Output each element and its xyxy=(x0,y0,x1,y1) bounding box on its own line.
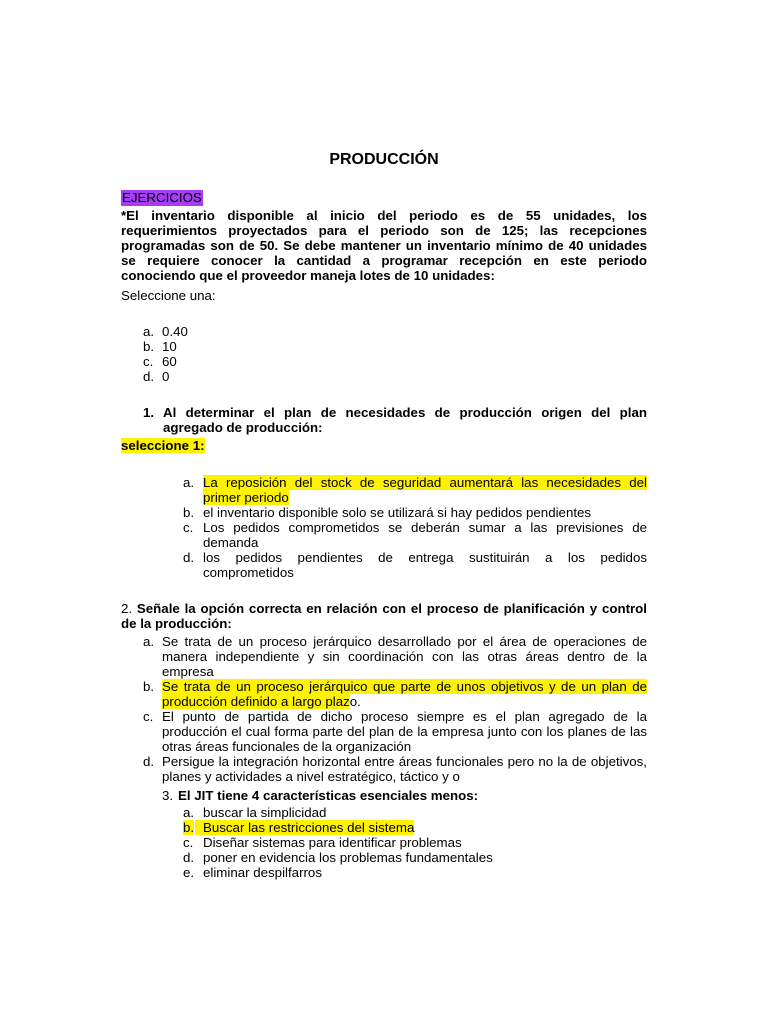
option-marker: c. xyxy=(143,709,154,724)
intro-prompt: Seleccione una: xyxy=(121,288,216,303)
option-text: Persigue la integración horizontal entre áreas funcionales pero no la de objetivos, planes y actividades a nivel estratégico, táctico y o xyxy=(162,754,647,784)
option-text: eliminar despilfarros xyxy=(203,865,322,880)
list-item xyxy=(183,850,623,865)
option-marker: b. xyxy=(143,339,155,354)
option-marker: b. xyxy=(183,505,195,520)
option-text: Se trata de un proceso jerárquico desarrollado por el área de operaciones de manera independiente y sin coordinación con las otras áreas dentro de la empresa xyxy=(162,634,647,679)
list-item xyxy=(143,754,647,784)
question-number: 2. xyxy=(121,601,133,616)
option-marker: a. xyxy=(183,475,195,490)
option-marker: a. xyxy=(143,324,155,339)
option-marker: c. xyxy=(143,354,154,369)
option-marker: b. xyxy=(183,820,195,835)
option-text: 10 xyxy=(162,339,177,354)
option-text-highlighted: Se trata de un proceso jerárquico que parte de unos objetivos y de un plan de producción definido a largo plaz xyxy=(162,679,647,709)
list-item xyxy=(183,835,623,850)
option-marker: b. xyxy=(143,679,155,694)
list-item xyxy=(183,805,623,820)
option-marker: a. xyxy=(183,805,195,820)
option-text-rest: o. xyxy=(349,694,361,709)
list-item xyxy=(143,709,647,754)
option-marker: c. xyxy=(183,835,194,850)
option-text: Diseñar sistemas para identificar problemas xyxy=(203,835,462,850)
list-item xyxy=(183,505,647,520)
option-marker: e. xyxy=(183,865,195,880)
list-item xyxy=(183,475,647,505)
option-text: poner en evidencia los problemas fundamentales xyxy=(203,850,493,865)
q2-options xyxy=(143,634,647,784)
list-item xyxy=(183,520,647,550)
option-marker: d. xyxy=(183,550,195,565)
section-label: EJERCICIOS xyxy=(122,190,202,205)
option-text-highlighted: La reposición del stock de seguridad aumentará las necesidades del primer periodo xyxy=(203,475,647,505)
list-item xyxy=(143,354,343,369)
question-number: 3. xyxy=(162,788,174,803)
option-text: los pedidos pendientes de entrega sustituirán a los pedidos comprometidos xyxy=(203,550,647,580)
question-number: 1. xyxy=(143,405,155,420)
option-text-highlighted: Buscar las restricciones del sistema xyxy=(195,820,414,835)
option-text: Los pedidos comprometidos se deberán sumar a las previsiones de demanda xyxy=(203,520,647,550)
list-item xyxy=(143,369,343,384)
option-marker: d. xyxy=(143,369,155,384)
q3-options xyxy=(183,805,623,880)
list-item xyxy=(143,634,647,679)
question-text: Señale la opción correcta en relación con el proceso de planificación y control de la producción: xyxy=(121,601,647,631)
option-text: buscar la simplicidad xyxy=(203,805,327,820)
option-text: el inventario disponible solo se utilizará si hay pedidos pendientes xyxy=(203,505,592,520)
list-item xyxy=(183,820,623,835)
option-marker: d. xyxy=(143,754,155,769)
option-marker: d. xyxy=(183,850,195,865)
list-item xyxy=(183,550,647,580)
option-marker: c. xyxy=(183,520,194,535)
intro-options xyxy=(143,324,343,384)
option-text: El punto de partida de dicho proceso siempre es el plan agregado de la producción el cual forma parte del plan de la empresa junto con los planes de las otras áreas funcionales de la organización xyxy=(162,709,647,754)
option-text: 0.40 xyxy=(162,324,188,339)
q1-options xyxy=(183,475,647,580)
select-prompt: seleccione 1: xyxy=(121,438,205,453)
list-item xyxy=(143,339,343,354)
list-item xyxy=(143,324,343,339)
list-item xyxy=(143,679,647,709)
list-item xyxy=(183,865,623,880)
question-text: El JIT tiene 4 características esenciales menos: xyxy=(178,788,479,803)
page-title: PRODUCCIÓN xyxy=(329,151,439,168)
option-text: 60 xyxy=(162,354,177,369)
option-text: 0 xyxy=(162,369,170,384)
question-text: Al determinar el plan de necesidades de producción origen del plan agregado de producción: xyxy=(163,405,647,435)
intro-question: *El inventario disponible al inicio del periodo es de 55 unidades, los requerimientos proyectados para el periodo son de 125; las recepciones programadas son de 50. Se debe mantener un inventario mínimo de 40 unidades se requiere conocer la cantidad a programar recepción en este periodo conociendo que el proveedor maneja lotes de 10 unidades: xyxy=(121,208,647,283)
option-marker: a. xyxy=(143,634,155,649)
